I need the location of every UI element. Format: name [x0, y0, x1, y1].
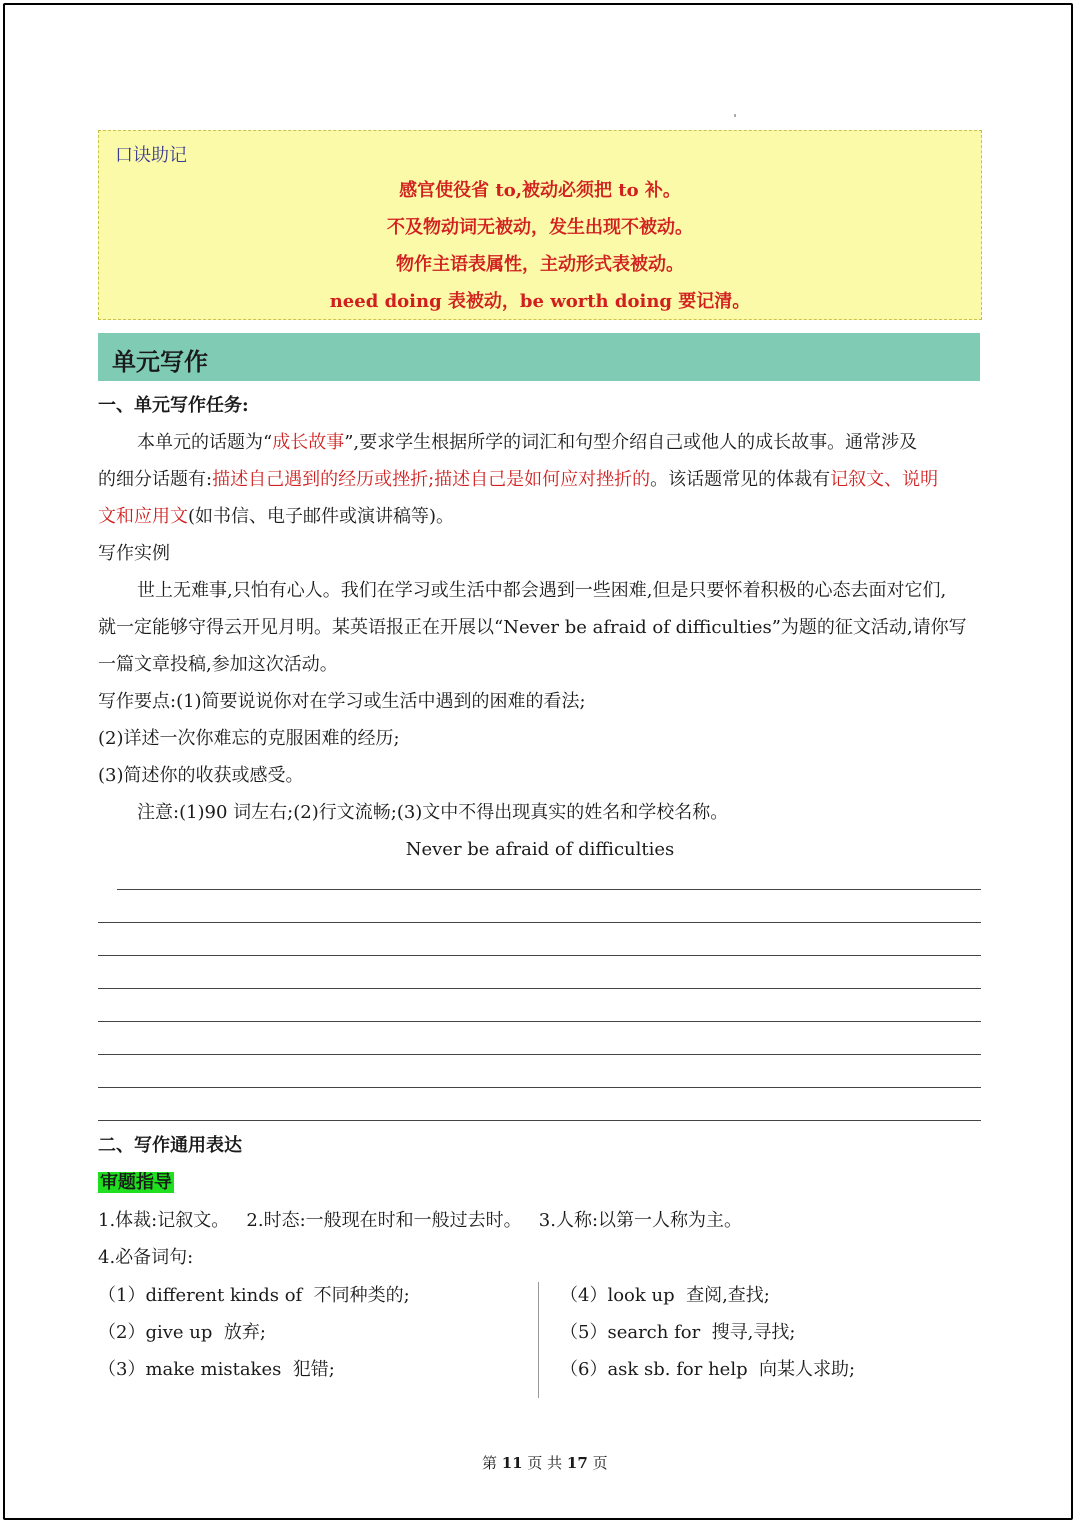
- text-run: 。该话题常见的体裁有: [650, 469, 831, 490]
- section-banner: [98, 333, 980, 381]
- text-run: ”,要求学生根据所学的词汇和句型介绍自己或他人的成长故事。通常涉及: [344, 432, 918, 453]
- mnemonic-line: need doing 表被动，be worth doing 要记清。: [329, 291, 751, 312]
- example-label: 写作实例: [98, 543, 170, 564]
- page-total: 17: [566, 1454, 588, 1472]
- footer-text: 页: [587, 1454, 608, 1472]
- phrase-item: （6）ask sb. for help 向某人求助;: [560, 1359, 856, 1380]
- writing-line: [98, 1120, 981, 1121]
- task-paragraph-line: [98, 468, 938, 492]
- highlight-text: 描述自己遇到的经历或挫折;描述自己是如何应对挫折的: [212, 469, 651, 490]
- phrases-label: 4.必备词句:: [98, 1247, 194, 1268]
- example-line: 就一定能够守得云开见月明。某英语报正在开展以“Never be afraid of difficulties”为题的征文活动,请你写: [98, 617, 967, 638]
- mnemonic-title: 口诀助记: [115, 145, 187, 166]
- requirement-line: 写作要点:(1)简要说说你对在学习或生活中遇到的困难的看法;: [98, 691, 586, 712]
- essay-title: Never be afraid of difficulties: [405, 839, 675, 860]
- writing-line: [98, 1021, 981, 1022]
- task-paragraph-line: [98, 505, 454, 529]
- highlight-text: 文和应用文: [98, 506, 188, 527]
- stray-mark: [734, 114, 736, 117]
- writing-line: [117, 889, 981, 890]
- text-run: (如书信、电子邮件或演讲稿等)。: [188, 506, 455, 527]
- phrase-item: （4）look up 查阅,查找;: [560, 1285, 770, 1306]
- requirement-line: (3)简述你的收获或感受。: [98, 765, 304, 786]
- page-footer: [0, 1434, 1080, 1473]
- writing-line: [98, 1054, 981, 1055]
- writing-line: [98, 955, 981, 956]
- guide-label: [98, 1171, 174, 1195]
- mnemonic-line: 物作主语表属性，主动形式表被动。: [396, 254, 684, 275]
- task-heading: 一、单元写作任务:: [98, 395, 249, 416]
- mnemonic-line: 不及物动词无被动，发生出现不被动。: [387, 217, 693, 238]
- example-line: 一篇文章投稿,参加这次活动。: [98, 654, 338, 675]
- page-number: 11: [501, 1454, 523, 1472]
- guide-label-text: 审题指导: [100, 1172, 172, 1193]
- phrase-item: （5）search for 搜寻,寻找;: [560, 1322, 796, 1343]
- expressions-heading: 二、写作通用表达: [98, 1135, 242, 1156]
- highlight-text: 记叙文、说明: [830, 469, 939, 490]
- writing-line: [98, 922, 981, 923]
- guide-points: 1.体裁:记叙文。 2.时态:一般现在时和一般过去时。 3.人称:以第一人称为主。: [98, 1210, 743, 1231]
- highlight-text: 成长故事: [272, 432, 345, 453]
- footer-text: 页 共: [522, 1454, 567, 1472]
- phrase-item: （1）different kinds of 不同种类的;: [98, 1285, 410, 1306]
- example-line: 世上无难事,只怕有心人。我们在学习或生活中都会遇到一些困难,但是只要怀着积极的心态去面对它们,: [137, 580, 947, 601]
- column-divider: [538, 1282, 539, 1398]
- phrase-item: （3）make mistakes 犯错;: [98, 1359, 335, 1380]
- task-paragraph-line: [137, 431, 917, 455]
- note-line: 注意:(1)90 词左右;(2)行文流畅;(3)文中不得出现真实的姓名和学校名称。: [137, 802, 729, 823]
- text-run: 的细分话题有:: [98, 469, 213, 490]
- mnemonic-box: [98, 130, 982, 320]
- requirement-line: (2)详述一次你难忘的克服困难的经历;: [98, 728, 400, 749]
- section-title: 单元写作: [112, 348, 208, 376]
- footer-text: 第: [481, 1454, 502, 1472]
- writing-line: [98, 1087, 981, 1088]
- mnemonic-line: 感官使役省 to,被动必须把 to 补。: [399, 180, 681, 201]
- phrase-item: （2）give up 放弃;: [98, 1322, 266, 1343]
- writing-line: [98, 988, 981, 989]
- text-run: 本单元的话题为“: [137, 432, 273, 453]
